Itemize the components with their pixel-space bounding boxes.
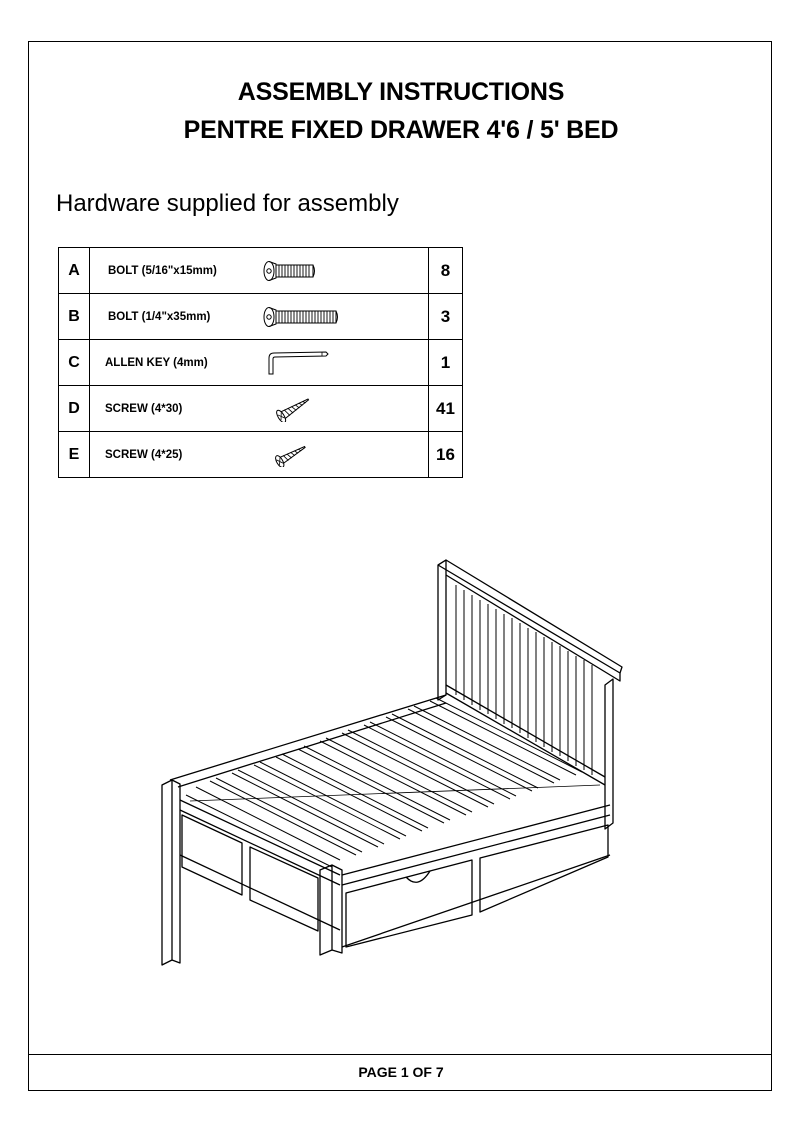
hardware-name: SCREW (4*30) xyxy=(105,402,183,415)
hardware-letter: E xyxy=(59,432,90,478)
product-title: PENTRE FIXED DRAWER 4'6 / 5' BED xyxy=(183,116,619,144)
screw-icon xyxy=(272,396,314,422)
hardware-quantity: 3 xyxy=(429,294,463,340)
hardware-row-e xyxy=(59,432,463,478)
hardware-description xyxy=(90,340,429,386)
hardware-description xyxy=(90,248,429,294)
hardware-name: BOLT (5/16"x15mm) xyxy=(108,264,217,277)
hardware-description xyxy=(90,432,429,478)
allen-key-icon xyxy=(266,350,332,376)
hardware-row-d xyxy=(59,386,463,432)
bed-illustration xyxy=(150,555,630,975)
hardware-letter: B xyxy=(59,294,90,340)
page-title: ASSEMBLY INSTRUCTIONS xyxy=(237,78,565,106)
page-number: PAGE 1 OF 7 xyxy=(358,1064,444,1080)
hardware-row-c xyxy=(59,340,463,386)
hardware-name: SCREW (4*25) xyxy=(105,448,183,461)
hardware-quantity: 1 xyxy=(429,340,463,386)
hardware-heading: Hardware supplied for assembly xyxy=(56,190,399,217)
hardware-letter: A xyxy=(59,248,90,294)
hardware-table xyxy=(58,247,463,478)
hardware-row-a xyxy=(59,248,463,294)
footer-divider xyxy=(28,1054,772,1055)
hardware-letter: C xyxy=(59,340,90,386)
hardware-quantity: 8 xyxy=(429,248,463,294)
hardware-description xyxy=(90,294,429,340)
hardware-name: BOLT (1/4"x35mm) xyxy=(108,310,211,323)
short-bolt-icon xyxy=(262,260,318,282)
hardware-name: ALLEN KEY (4mm) xyxy=(105,356,208,369)
hardware-letter: D xyxy=(59,386,90,432)
hardware-row-b xyxy=(59,294,463,340)
hardware-quantity: 41 xyxy=(429,386,463,432)
hardware-quantity: 16 xyxy=(429,432,463,478)
screw-icon xyxy=(272,443,310,467)
long-bolt-icon xyxy=(262,306,342,328)
hardware-description xyxy=(90,386,429,432)
